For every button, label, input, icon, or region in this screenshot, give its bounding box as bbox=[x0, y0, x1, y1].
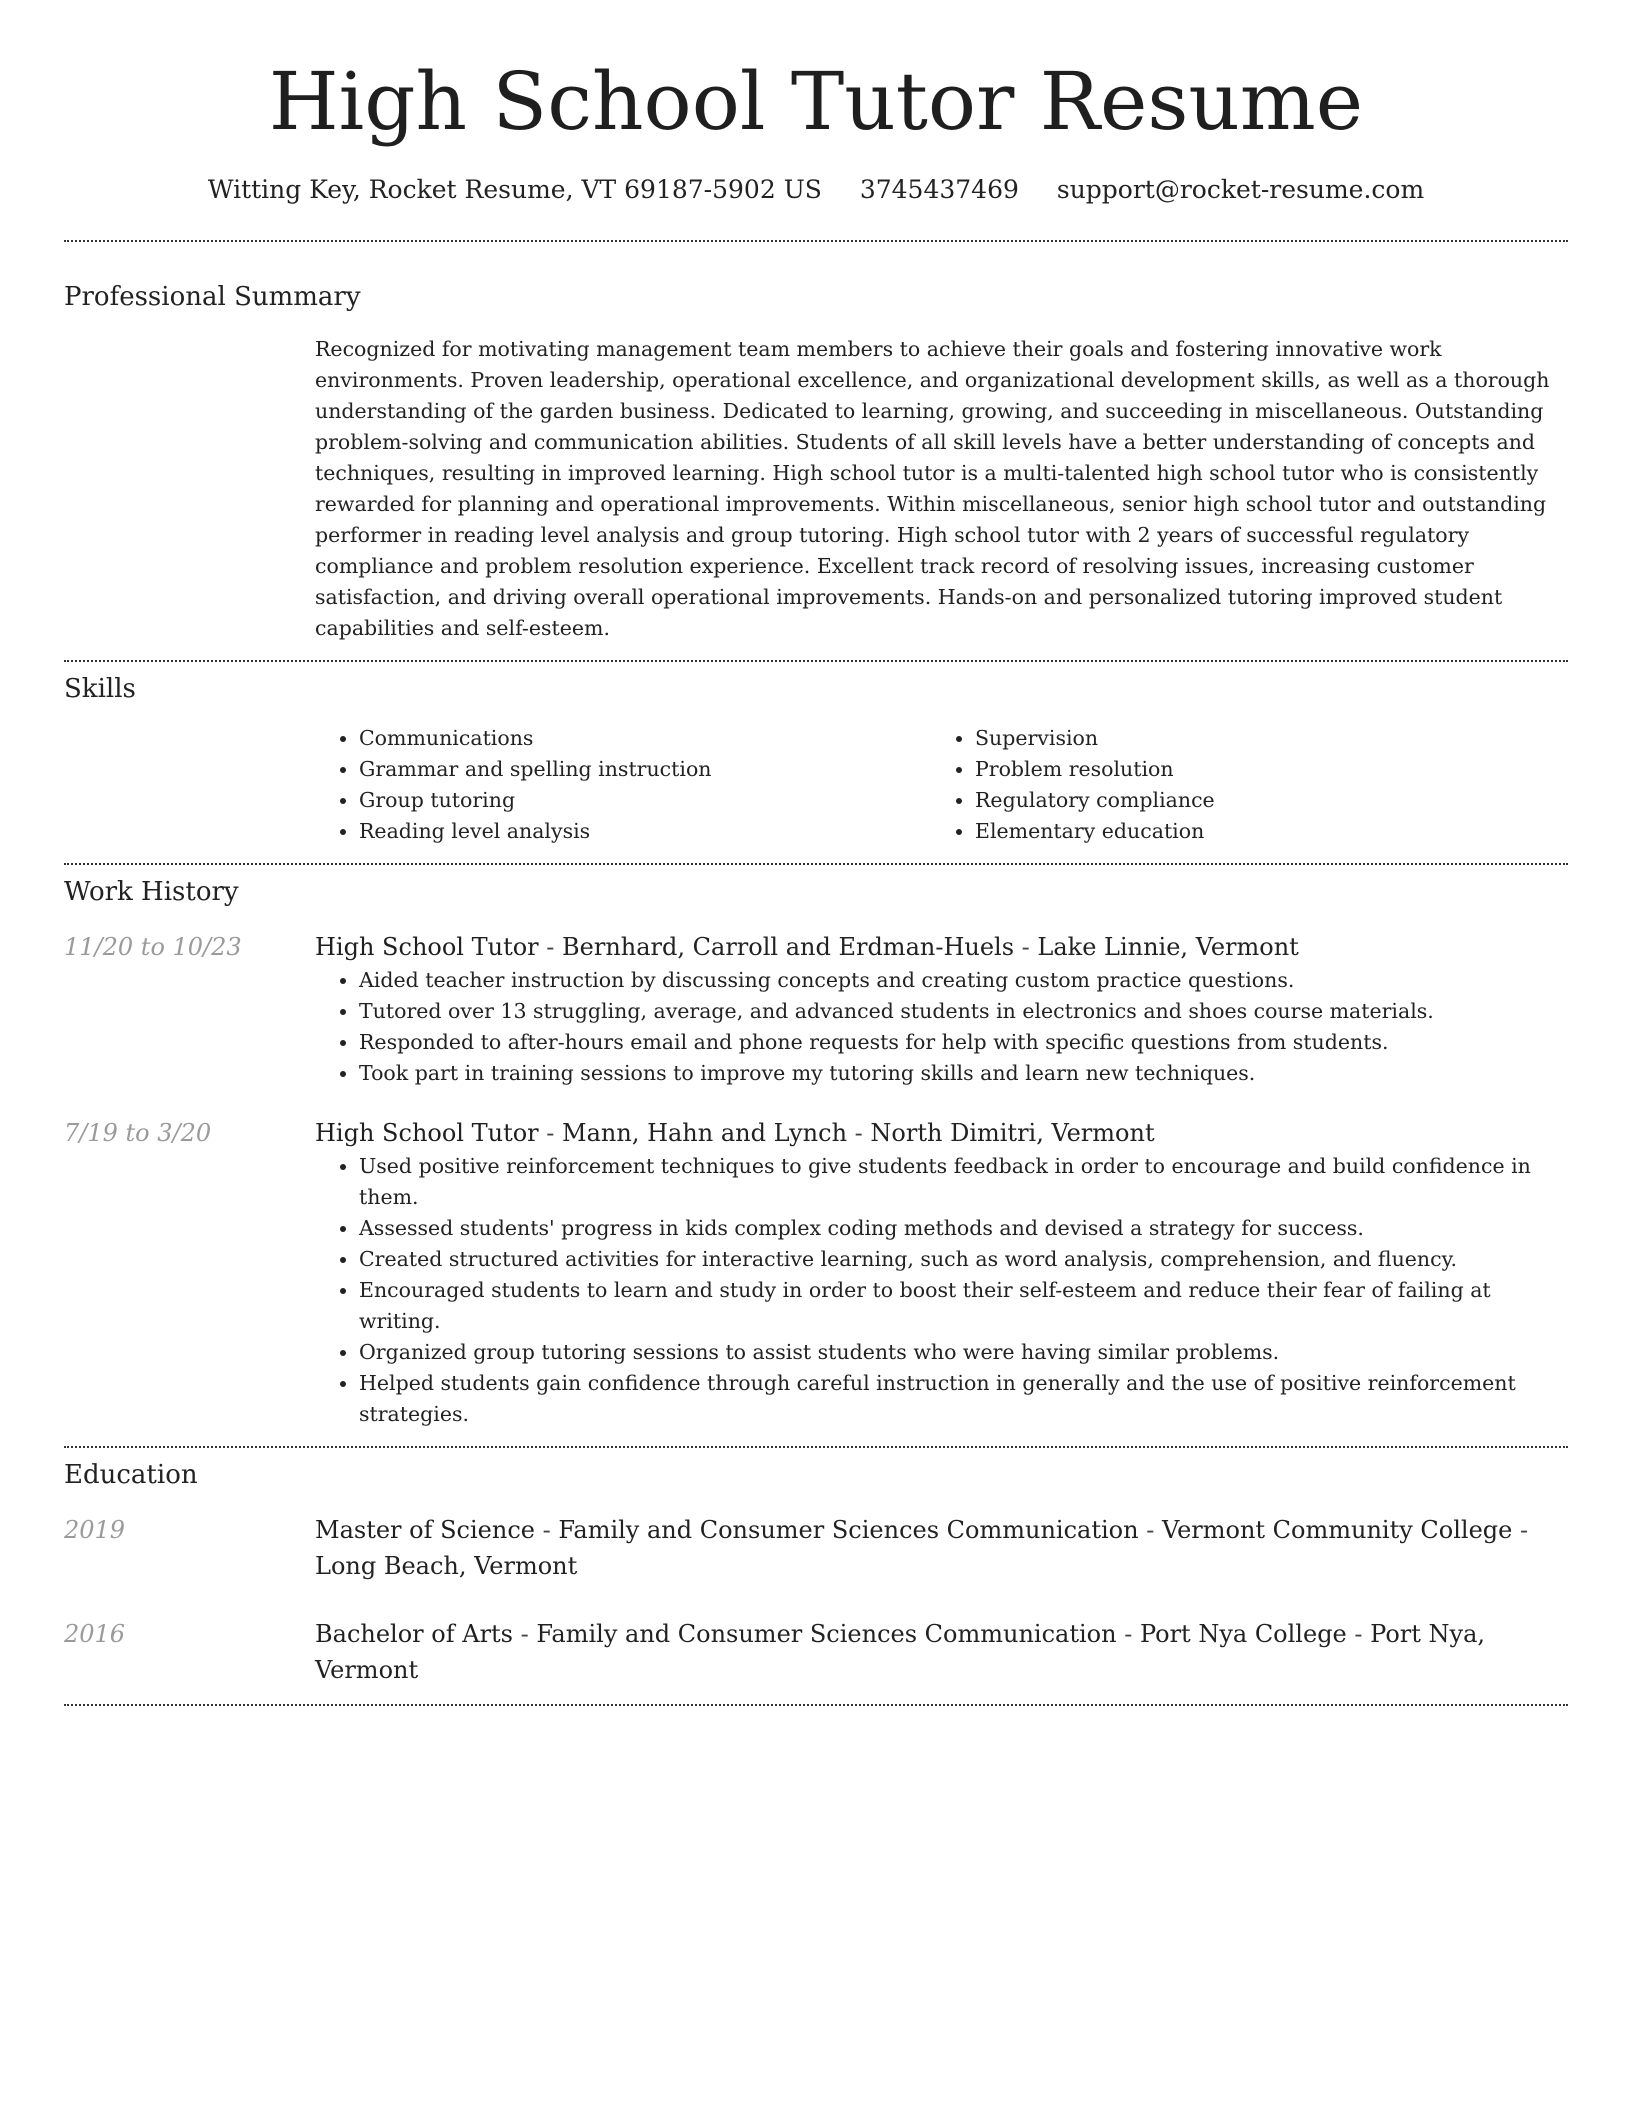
education-entry bbox=[64, 1616, 1568, 1688]
job-title-line bbox=[315, 1115, 1568, 1151]
job-entry bbox=[64, 1115, 1568, 1430]
skill-item: • Grammar and spelling instruction bbox=[359, 754, 931, 785]
education-field: Family and Consumer Sciences Communication bbox=[558, 1516, 1139, 1544]
job-bullets bbox=[315, 1151, 1568, 1430]
job-bullet: • Helped students gain confidence through careful instruction in generally and the use of positive reinforcement strategies. bbox=[359, 1368, 1568, 1430]
education-degree: Bachelor of Arts bbox=[315, 1620, 513, 1648]
work-section bbox=[64, 865, 1568, 1446]
job-bullet: • Responded to after-hours email and phone requests for help with specific questions from students. bbox=[359, 1027, 1568, 1058]
summary-text: Recognized for motivating management team members to achieve their goals and fostering innovative work environments. Proven leadership, operational excellence, and organizational development skills, as well as a thorough understanding of the garden business. Dedicated to learning, growing, and succeeding in miscellaneous. Outstanding problem-solving and communication abilities. Students of all skill levels have a better understanding of concepts and techniques, resulting in improved learning. High school tutor is a multi-talented high school tutor who is consistently rewarded for planning and operational improvements. Within miscellaneous, senior high school tutor and outstanding performer in reading level analysis and group tutoring. High school tutor with 2 years of successful regulatory compliance and problem resolution experience. Excellent track record of resolving issues, increasing customer satisfaction, and driving overall operational improvements. Hands-on and personalized tutoring improved student capabilities and self-esteem. bbox=[315, 337, 1550, 640]
resume-title: High School Tutor Resume bbox=[268, 55, 1364, 148]
summary-section bbox=[64, 242, 1568, 660]
education-school: Vermont Community College bbox=[1161, 1516, 1513, 1544]
summary-body bbox=[315, 334, 1568, 644]
title-separator: - bbox=[538, 1119, 563, 1147]
education-section bbox=[64, 1448, 1568, 1704]
skill-item: • Reading level analysis bbox=[359, 816, 931, 847]
job-bullets bbox=[315, 965, 1568, 1089]
job-details bbox=[315, 929, 1568, 1089]
education-entry bbox=[64, 1512, 1568, 1584]
work-heading: Work History bbox=[64, 877, 239, 907]
skill-item: • Elementary education bbox=[975, 816, 1568, 847]
title-separator: - bbox=[1138, 1516, 1162, 1544]
job-bullet: • Took part in training sessions to improve my tutoring skills and learn new techniques. bbox=[359, 1058, 1568, 1089]
job-details bbox=[315, 1115, 1568, 1430]
job-dates: 7/19 to 3/20 bbox=[64, 1119, 212, 1147]
job-dates: 11/20 to 10/23 bbox=[64, 933, 242, 961]
skill-item: • Regulatory compliance bbox=[975, 785, 1568, 816]
job-bullet: • Used positive reinforcement techniques to give students feedback in order to encourage and build confidence in them. bbox=[359, 1151, 1568, 1213]
job-role: High School Tutor bbox=[315, 1119, 539, 1147]
job-bullet: • Encouraged students to learn and study in order to boost their self-esteem and reduce their fear of failing at writing. bbox=[359, 1275, 1568, 1337]
title-separator: - bbox=[1116, 1620, 1140, 1648]
contact-email: support@rocket-resume.com bbox=[1056, 175, 1425, 204]
skill-item: • Group tutoring bbox=[359, 785, 931, 816]
skills-list-right bbox=[931, 723, 1568, 847]
skill-item: • Problem resolution bbox=[975, 754, 1568, 785]
education-degree: Master of Science bbox=[315, 1516, 535, 1544]
skills-list-left bbox=[315, 723, 931, 847]
job-entry bbox=[64, 929, 1568, 1089]
education-heading: Education bbox=[64, 1460, 198, 1490]
contact-line bbox=[64, 172, 1568, 208]
job-bullet: • Created structured activities for interactive learning, such as word analysis, comprehension, and fluency. bbox=[359, 1244, 1568, 1275]
skills-section bbox=[64, 662, 1568, 863]
job-location: Lake Linnie, Vermont bbox=[1037, 933, 1299, 961]
education-location: Long Beach, Vermont bbox=[315, 1552, 578, 1580]
section-divider bbox=[64, 1704, 1568, 1706]
job-bullet: • Organized group tutoring sessions to assist students who were having similar problems. bbox=[359, 1337, 1568, 1368]
contact-phone: 3745437469 bbox=[859, 175, 1019, 204]
job-location: North Dimitri, Vermont bbox=[870, 1119, 1155, 1147]
job-company: Bernhard, Carroll and Erdman-Huels bbox=[562, 933, 1015, 961]
job-role: High School Tutor bbox=[315, 933, 539, 961]
title-separator: - bbox=[538, 933, 563, 961]
title-separator: - bbox=[1014, 933, 1038, 961]
skills-heading: Skills bbox=[64, 674, 136, 704]
education-details bbox=[315, 1512, 1568, 1584]
title-separator: - bbox=[1512, 1516, 1529, 1544]
education-year: 2016 bbox=[64, 1620, 126, 1648]
job-bullet: • Assessed students' progress in kids complex coding methods and devised a strategy for success. bbox=[359, 1213, 1568, 1244]
skills-grid bbox=[315, 723, 1568, 847]
education-field: Family and Consumer Sciences Communication bbox=[536, 1620, 1117, 1648]
education-school: Port Nya College bbox=[1139, 1620, 1347, 1648]
education-location: Port Nya, Vermont bbox=[315, 1620, 1486, 1684]
job-company: Mann, Hahn and Lynch bbox=[562, 1119, 848, 1147]
job-bullet: • Aided teacher instruction by discussing concepts and creating custom practice questions. bbox=[359, 965, 1568, 996]
summary-heading: Professional Summary bbox=[64, 282, 361, 312]
skill-item: • Communications bbox=[359, 723, 931, 754]
title-separator: - bbox=[534, 1516, 559, 1544]
skill-item: • Supervision bbox=[975, 723, 1568, 754]
job-bullet: • Tutored over 13 struggling, average, and advanced students in electronics and shoes course materials. bbox=[359, 996, 1568, 1027]
education-details bbox=[315, 1616, 1568, 1688]
title-separator: - bbox=[847, 1119, 871, 1147]
title-separator: - bbox=[1346, 1620, 1371, 1648]
education-year: 2019 bbox=[64, 1516, 126, 1544]
contact-address: Witting Key, Rocket Resume, VT 69187-5902 US bbox=[207, 175, 822, 204]
title-separator: - bbox=[513, 1620, 537, 1648]
job-title-line bbox=[315, 929, 1568, 965]
